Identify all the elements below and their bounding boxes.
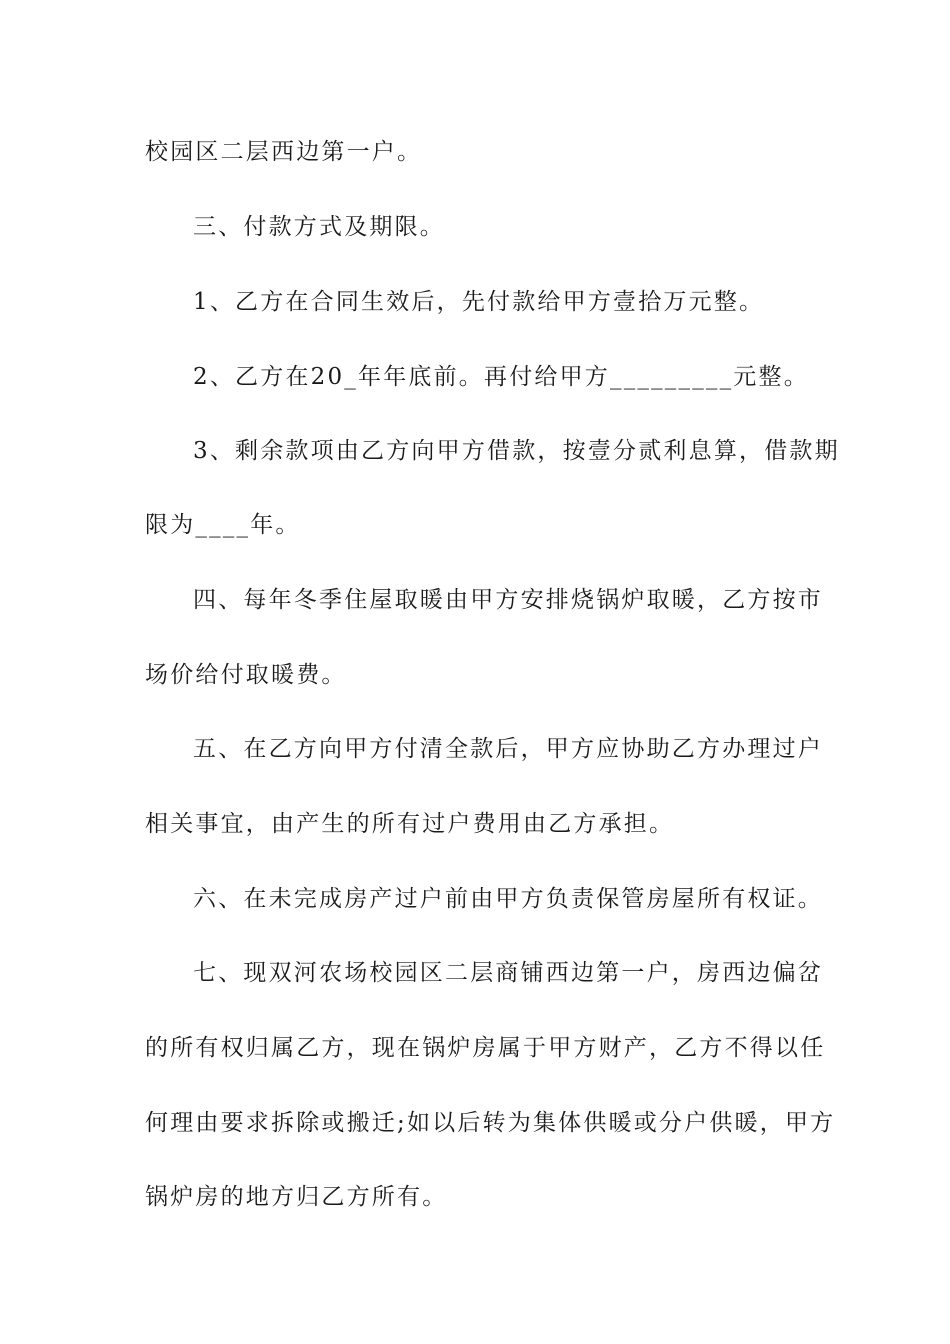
section-heading: 三、付款方式及期限。: [193, 214, 445, 240]
text-line: 相关事宜，由产生的所有过户费用由乙方承担。: [145, 811, 675, 837]
clause-line: 六、在未完成房产过户前由甲方负责保管房屋所有权证。: [193, 886, 823, 912]
text-line: 场价给付取暖费。: [145, 662, 347, 688]
clause-line: 四、每年冬季住屋取暖由甲方安排烧锅炉取暖，乙方按市: [193, 587, 823, 613]
text-line: 限为____年。: [145, 512, 301, 538]
text-line: 校园区二层西边第一户。: [145, 139, 423, 165]
text-line: 何理由要求拆除或搬迁;如以后转为集体供暖或分户供暖，甲方: [145, 1110, 836, 1136]
clause-line: 1、乙方在合同生效后，先付款给甲方壹拾万元整。: [193, 289, 765, 315]
clause-line: 五、在乙方向甲方付清全款后，甲方应协助乙方办理过户: [193, 736, 823, 762]
clause-line: 2、乙方在20_年年底前。再付给甲方_________元整。: [193, 364, 809, 390]
text-line: 锅炉房的地方归乙方所有。: [145, 1184, 448, 1210]
text-line: 的所有权归属乙方，现在锅炉房属于甲方财产，乙方不得以任: [145, 1035, 826, 1061]
clause-line: 七、现双河农场校园区二层商铺西边第一户，房西边偏岔: [193, 960, 823, 986]
clause-line: 3、剩余款项由乙方向甲方借款，按壹分贰利息算，借款期: [193, 438, 840, 464]
